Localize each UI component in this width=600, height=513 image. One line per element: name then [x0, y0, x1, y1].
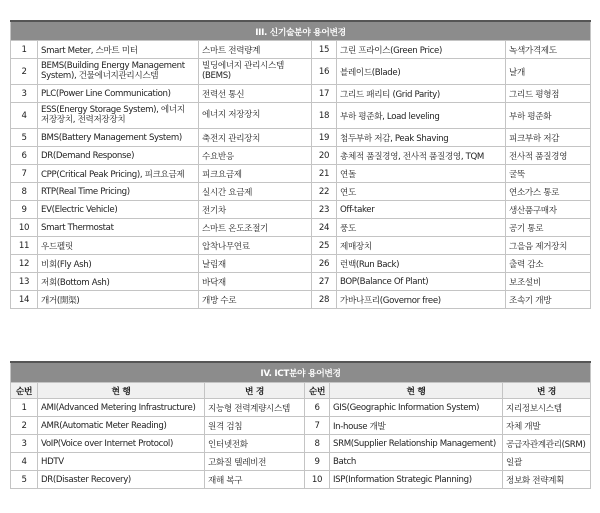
current-term-cell: 연돌 — [337, 165, 506, 183]
section-title: III. 신기술분야 용어변경 — [11, 21, 591, 41]
table-row — [11, 417, 591, 435]
current-term-cell: RTP(Real Time Pricing) — [38, 183, 199, 201]
new-term-cell: 보조설비 — [506, 273, 591, 291]
seq-cell: 7 — [305, 417, 330, 435]
seq-cell: 2 — [11, 59, 38, 85]
new-term-cell: 날개 — [506, 59, 591, 85]
seq-cell: 8 — [11, 183, 38, 201]
current-term-cell: ISP(Information Strategic Planning) — [330, 471, 503, 489]
new-term-cell: 원격 검침 — [205, 417, 305, 435]
table-row — [11, 165, 591, 183]
new-term-cell: 인터넷전화 — [205, 435, 305, 453]
current-term-cell: 블레이드(Blade) — [337, 59, 506, 85]
current-term-cell: 첨두부하 저감, Peak Shaving — [337, 129, 506, 147]
table-row — [11, 453, 591, 471]
table-row — [11, 273, 591, 291]
header-current: 현 행 — [330, 383, 503, 399]
new-term-cell: 바닥재 — [199, 273, 312, 291]
seq-cell: 25 — [312, 237, 337, 255]
seq-cell: 6 — [305, 399, 330, 417]
new-term-cell: 지능형 전력계량시스템 — [205, 399, 305, 417]
current-term-cell: 제매장치 — [337, 237, 506, 255]
new-term-cell: 피크요금제 — [199, 165, 312, 183]
current-term-cell: BEMS(Building Energy Management System), 건물에너지관리시스템 — [38, 59, 199, 85]
current-term-cell: DR(Demand Response) — [38, 147, 199, 165]
current-term-cell: 부하 평준화, Load leveling — [337, 103, 506, 129]
seq-cell: 13 — [11, 273, 38, 291]
table-row — [11, 85, 591, 103]
seq-cell: 19 — [312, 129, 337, 147]
new-term-cell: 굴뚝 — [506, 165, 591, 183]
current-term-cell: 비회(Fly Ash) — [38, 255, 199, 273]
new-term-cell: 에너지 저장장치 — [199, 103, 312, 129]
new-term-cell: 피크부하 저감 — [506, 129, 591, 147]
seq-cell: 27 — [312, 273, 337, 291]
current-term-cell: DR(Disaster Recovery) — [38, 471, 205, 489]
new-term-cell: 일괄 — [503, 453, 591, 471]
new-term-cell: 스마트 온도조절기 — [199, 219, 312, 237]
current-term-cell: 런백(Run Back) — [337, 255, 506, 273]
seq-cell: 18 — [312, 103, 337, 129]
seq-cell: 6 — [11, 147, 38, 165]
new-term-cell: 생산품구매자 — [506, 201, 591, 219]
new-term-cell: 전력선 통신 — [199, 85, 312, 103]
seq-cell: 28 — [312, 291, 337, 309]
table-row — [11, 41, 591, 59]
current-term-cell: ESS(Energy Storage System), 에너지 저장장치, 전력저장장치 — [38, 103, 199, 129]
current-term-cell: BOP(Balance Of Plant) — [337, 273, 506, 291]
new-term-cell: 공급자관계관리(SRM) — [503, 435, 591, 453]
table-row — [11, 219, 591, 237]
table-row — [11, 183, 591, 201]
current-term-cell: 총체적 품질경영, 전사적 품질경영, TQM — [337, 147, 506, 165]
seq-cell: 23 — [312, 201, 337, 219]
new-term-cell: 스마트 전력량계 — [199, 41, 312, 59]
current-term-cell: HDTV — [38, 453, 205, 471]
new-term-cell: 조속기 개방 — [506, 291, 591, 309]
new-term-cell: 지리정보시스템 — [503, 399, 591, 417]
header-change: 변 경 — [503, 383, 591, 399]
header-current: 현 행 — [38, 383, 205, 399]
new-term-cell: 고화질 텔레비전 — [205, 453, 305, 471]
seq-cell: 14 — [11, 291, 38, 309]
seq-cell: 20 — [312, 147, 337, 165]
seq-cell: 7 — [11, 165, 38, 183]
current-term-cell: VoIP(Voice over Internet Protocol) — [38, 435, 205, 453]
new-tech-terms-table — [10, 20, 591, 309]
seq-cell: 9 — [11, 201, 38, 219]
new-term-cell: 개방 수로 — [199, 291, 312, 309]
new-term-cell: 전기차 — [199, 201, 312, 219]
new-term-cell: 전사적 품질경영 — [506, 147, 591, 165]
seq-cell: 5 — [11, 129, 38, 147]
current-term-cell: AMR(Automatic Meter Reading) — [38, 417, 205, 435]
seq-cell: 8 — [305, 435, 330, 453]
seq-cell: 2 — [11, 417, 38, 435]
seq-cell: 24 — [312, 219, 337, 237]
seq-cell: 12 — [11, 255, 38, 273]
current-term-cell: 그린 프라이스(Green Price) — [337, 41, 506, 59]
current-term-cell: 개거(開渠) — [38, 291, 199, 309]
header-change: 변 경 — [205, 383, 305, 399]
new-term-cell: 수요반응 — [199, 147, 312, 165]
current-term-cell: PLC(Power Line Communication) — [38, 85, 199, 103]
current-term-cell: Smart Meter, 스마트 미터 — [38, 41, 199, 59]
new-term-cell: 녹색가격제도 — [506, 41, 591, 59]
table-row — [11, 59, 591, 85]
current-term-cell: 저회(Bottom Ash) — [38, 273, 199, 291]
seq-cell: 5 — [11, 471, 38, 489]
current-term-cell: SRM(Supplier Relationship Management) — [330, 435, 503, 453]
seq-cell: 3 — [11, 85, 38, 103]
new-term-cell: 빌딩에너지 관리시스템(BEMS) — [199, 59, 312, 85]
table-row — [11, 103, 591, 129]
seq-cell: 10 — [305, 471, 330, 489]
current-term-cell: Off-taker — [337, 201, 506, 219]
seq-cell: 11 — [11, 237, 38, 255]
table-row — [11, 147, 591, 165]
table-row — [11, 255, 591, 273]
new-term-cell: 정보화 전략계획 — [503, 471, 591, 489]
new-term-cell: 연소가스 통로 — [506, 183, 591, 201]
seq-cell: 4 — [11, 453, 38, 471]
seq-cell: 9 — [305, 453, 330, 471]
seq-cell: 1 — [11, 41, 38, 59]
new-term-cell: 자체 개발 — [503, 417, 591, 435]
new-term-cell: 축전지 관리장치 — [199, 129, 312, 147]
new-term-cell: 압착나무연료 — [199, 237, 312, 255]
new-term-cell: 그리드 평형점 — [506, 85, 591, 103]
new-term-cell: 날림재 — [199, 255, 312, 273]
current-term-cell: GIS(Geographic Information System) — [330, 399, 503, 417]
new-term-cell: 공기 통로 — [506, 219, 591, 237]
seq-cell: 15 — [312, 41, 337, 59]
seq-cell: 1 — [11, 399, 38, 417]
current-term-cell: BMS(Battery Management System) — [38, 129, 199, 147]
header-seq: 순번 — [305, 383, 330, 399]
seq-cell: 22 — [312, 183, 337, 201]
ict-terms-table — [10, 361, 591, 489]
new-term-cell: 출력 감소 — [506, 255, 591, 273]
seq-cell: 3 — [11, 435, 38, 453]
current-term-cell: 그리드 패리티 (Grid Parity) — [337, 85, 506, 103]
seq-cell: 21 — [312, 165, 337, 183]
new-term-cell: 재해 복구 — [205, 471, 305, 489]
table-row — [11, 435, 591, 453]
current-term-cell: 풍도 — [337, 219, 506, 237]
current-term-cell: EV(Electric Vehicle) — [38, 201, 199, 219]
current-term-cell: Batch — [330, 453, 503, 471]
seq-cell: 26 — [312, 255, 337, 273]
table-row — [11, 471, 591, 489]
new-term-cell: 실시간 요금제 — [199, 183, 312, 201]
current-term-cell: 우드펠릿 — [38, 237, 199, 255]
seq-cell: 17 — [312, 85, 337, 103]
seq-cell: 10 — [11, 219, 38, 237]
seq-cell: 4 — [11, 103, 38, 129]
new-term-cell: 그을음 제거장치 — [506, 237, 591, 255]
current-term-cell: CPP(Critical Peak Pricing), 피크요금제 — [38, 165, 199, 183]
table-row — [11, 237, 591, 255]
table-row — [11, 291, 591, 309]
current-term-cell: 가바나프리(Governor free) — [337, 291, 506, 309]
section-title: IV. ICT분야 용어변경 — [11, 362, 591, 383]
table-row — [11, 201, 591, 219]
current-term-cell: In-house 개발 — [330, 417, 503, 435]
table-row — [11, 129, 591, 147]
current-term-cell: 연도 — [337, 183, 506, 201]
current-term-cell: Smart Thermostat — [38, 219, 199, 237]
current-term-cell: AMI(Advanced Metering Infrastructure) — [38, 399, 205, 417]
new-term-cell: 부하 평준화 — [506, 103, 591, 129]
header-seq: 순번 — [11, 383, 38, 399]
table-row — [11, 399, 591, 417]
seq-cell: 16 — [312, 59, 337, 85]
